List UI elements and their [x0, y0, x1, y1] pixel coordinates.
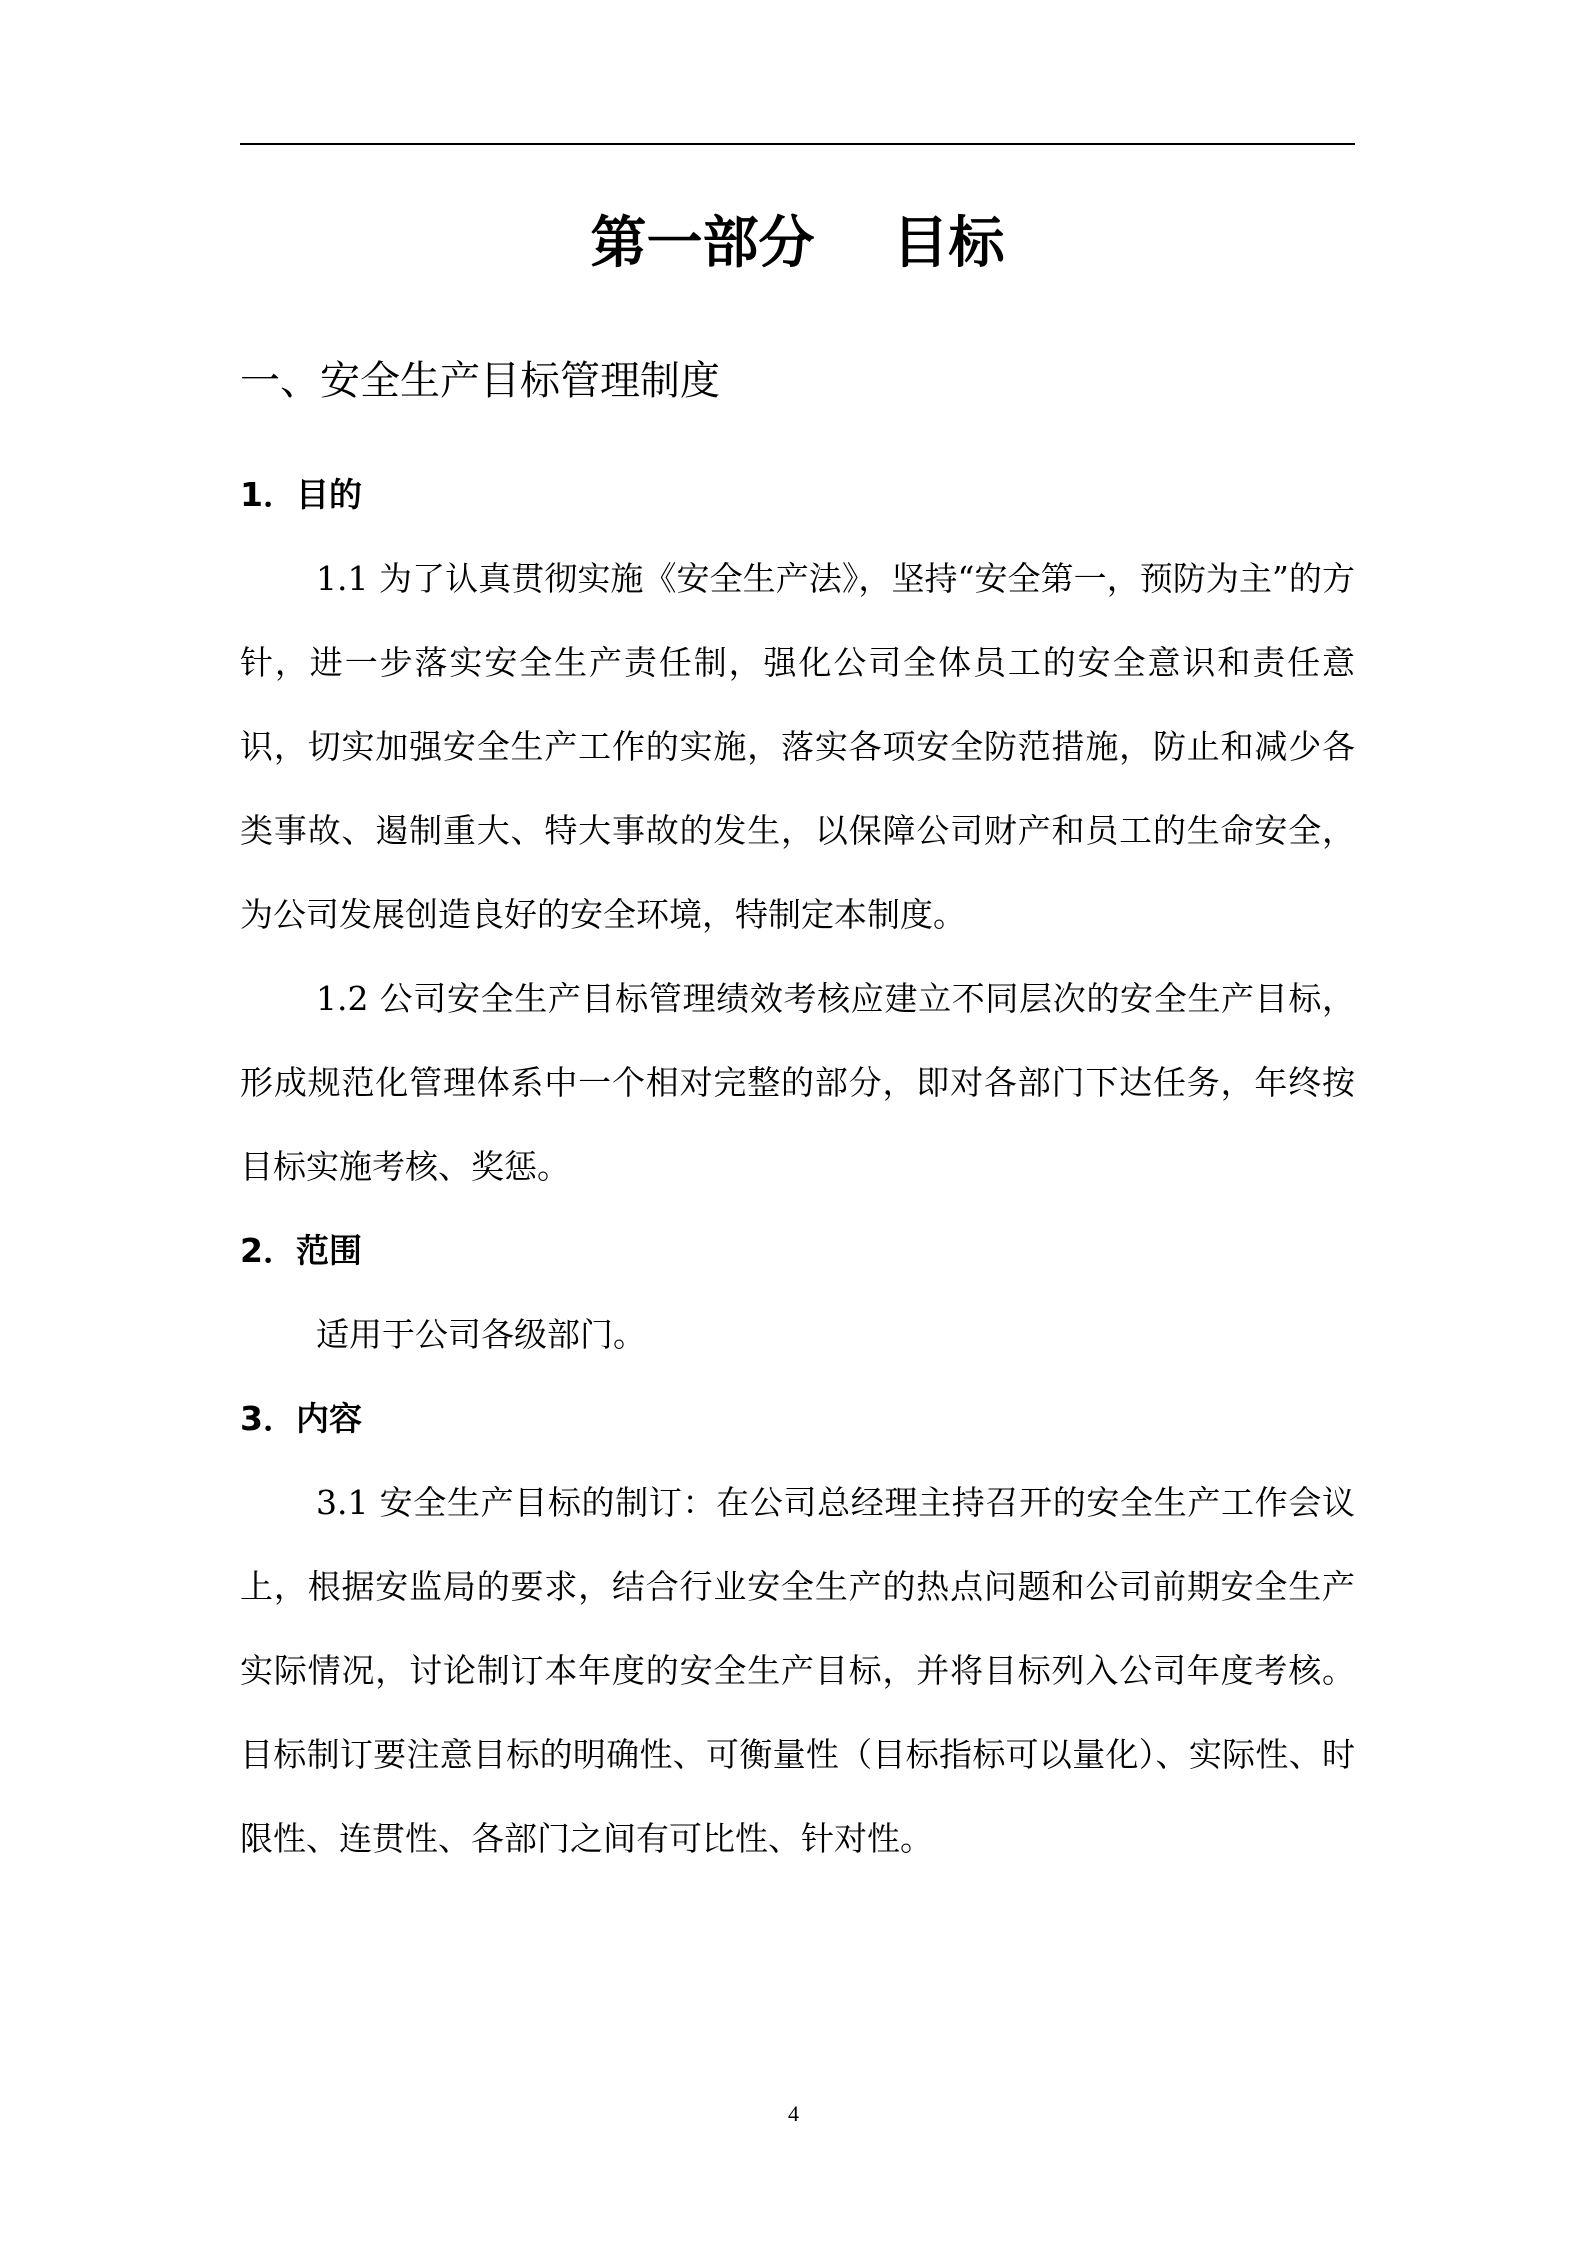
document-body: [240, 453, 1355, 1881]
part-title: 第一部分 目标: [590, 211, 1005, 276]
paragraph-1-1: 1.1 为了认真贯彻实施《安全生产法》，坚持“安全第一，预防为主”的方针，进一步落实安全生产责任制，强化公司全体员工的安全意识和责任意识，切实加强安全生产工作的实施，落实各项安全防范措施，防止和减少各类事故、遏制重大、特大事故的发生，以保障公司财产和员工的生命安全，为公司发展创造良好的安全环境，特制定本制度。: [240, 559, 1355, 934]
page-number: 4: [788, 2101, 799, 2126]
paragraph-3-1: 3.1 安全生产目标的制订：在公司总经理主持召开的安全生产工作会议上，根据安监局的要求，结合行业安全生产的热点问题和公司前期安全生产实际情况，讨论制订本年度的安全生产目标，并将目标列入公司年度考核。目标制订要注意目标的明确性、可衡量性（目标指标可以量化）、实际性、时限性、连贯性、各部门之间有可比性、针对性。: [240, 1483, 1355, 1858]
section-heading-purpose: 1．目的: [240, 475, 362, 514]
section-heading-scope: 2．范围: [240, 1231, 362, 1270]
paragraph-2: 适用于公司各级部门。: [316, 1315, 646, 1354]
header-rule: [240, 143, 1355, 145]
section-title: 一、安全生产目标管理制度: [240, 358, 720, 404]
paragraph-1-2: 1.2 公司安全生产目标管理绩效考核应建立不同层次的安全生产目标，形成规范化管理体系中一个相对完整的部分，即对各部门下达任务，年终按目标实施考核、奖惩。: [240, 979, 1355, 1186]
section-heading-content: 3．内容: [240, 1399, 362, 1438]
